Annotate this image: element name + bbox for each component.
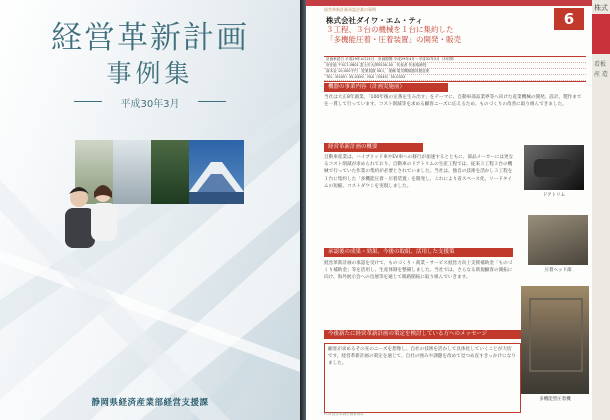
caption-machine: 多機能型圧着機: [539, 397, 571, 402]
next-page-side-text: 看板 産 造: [594, 61, 608, 78]
article-headline: [326, 25, 461, 45]
section-heading-message: 今後新たに経営革新計画の策定を検討している方へのメッセージ: [324, 330, 523, 339]
photo-tile-mount-fuji: [189, 140, 244, 204]
headline-line-2: 「多機能圧着・圧着装置」の開発・販売: [326, 35, 461, 44]
info-row: 資本金 10,000千円 従業員数 58人 業種 電気機械器具製造業: [324, 69, 586, 75]
article-page: [306, 0, 592, 420]
section-heading-plan: 経営革新計画の概要: [324, 143, 423, 152]
machine-photo: [521, 286, 589, 394]
section-heading-business: 機器の事業内容（計画実施前）: [324, 83, 448, 92]
company-info-table: [324, 56, 586, 82]
mount-fuji-icon: [189, 140, 244, 204]
press-head-photo: [528, 215, 588, 265]
cover-subtitle: 事例集: [106, 59, 194, 88]
people-photo: [55, 180, 125, 250]
section-text-results: 経営革新計画の承認を受けて、ものづくり・商業・サービス経営力向上支援補助金「ものづくり補助金」等を活用し、生産体制を整備しました。当社では、さらなる新規顧客の開拓に向け、海外展示会への出展等を通じて販路開拓に取り組んでいきます。: [324, 261, 513, 281]
section-text-plan: 自動車産業は、ハイブリッド車やEV車への移行が加速するとともに、部品メーカーには更なるコスト削減が求められており、自動車のドアトリムの生産工程では、従来３工程３台の機械で行っていた作業の集約が必要とされていました。当社は、独自の技術を活かし３工程を１台に集約した「多機能圧着・圧着装置」を開発し、これにより省スペース化、リードタイムの短縮、コストダウンを実現しました。: [324, 155, 514, 189]
caption-press-head: 圧着ヘッド部: [544, 268, 572, 273]
next-page-fragment: 株式: [594, 4, 608, 12]
breadcrumb: 経営革新計画承認企業の事例: [324, 7, 376, 12]
next-page-edge: [592, 0, 610, 420]
case-number-badge: 6: [554, 8, 584, 30]
next-page-red-block: [592, 14, 610, 54]
section-text-message: 顧客が求めるその先のニーズを想像し、自社の技術を活かして具体化していくことが大切です。経営革新計画の策定を通じて、自社の強みや課題を改めて見つめ直すきっかけになりました。: [328, 347, 516, 367]
info-row: 計画承認日 平成29年4月21日 計画期間 平成29年4月～平成32年3月（3年間）: [324, 57, 586, 63]
photo-tile-leaf: [151, 140, 189, 204]
company-name: 株式会社ダイワ・エム・ティ: [326, 16, 423, 25]
section-text-business: 当社は大正8年創業、「100年後の定番を生み出す」をテーマに、自動車部品業界等へ向けた産業機械の開発、設計、製作までを一貫して行っています。コスト削減等を求める顧客ニーズに応えるため、ものづくりの改善に取り組んできました。: [324, 95, 582, 108]
section-heading-results: 承認後の成果・効果、今後の取組、活用した支援策: [324, 248, 513, 257]
headline-line-1: ３工程、３台の機械を１台に集約した: [326, 25, 454, 34]
page-footer: PCB 経営革新計画事例集: [324, 412, 364, 416]
cover-year: 平成30年3月: [92, 95, 208, 110]
caption-door-trim: ドアトリム: [542, 193, 566, 198]
door-trim-photo: [524, 145, 584, 190]
cover-page: [0, 0, 300, 420]
info-row: TEL（0545）35-0350 FAX（0545）35-0352: [324, 75, 586, 81]
info-row: 所在地 〒417-0801 富士市大渕5530-30 代表者 代表取締役: [324, 63, 586, 69]
page-top-bar: [306, 0, 592, 6]
cover-title: 経営革新計画: [51, 20, 249, 56]
cover-publisher: 静岡県経済産業部経営支援課: [91, 398, 209, 408]
